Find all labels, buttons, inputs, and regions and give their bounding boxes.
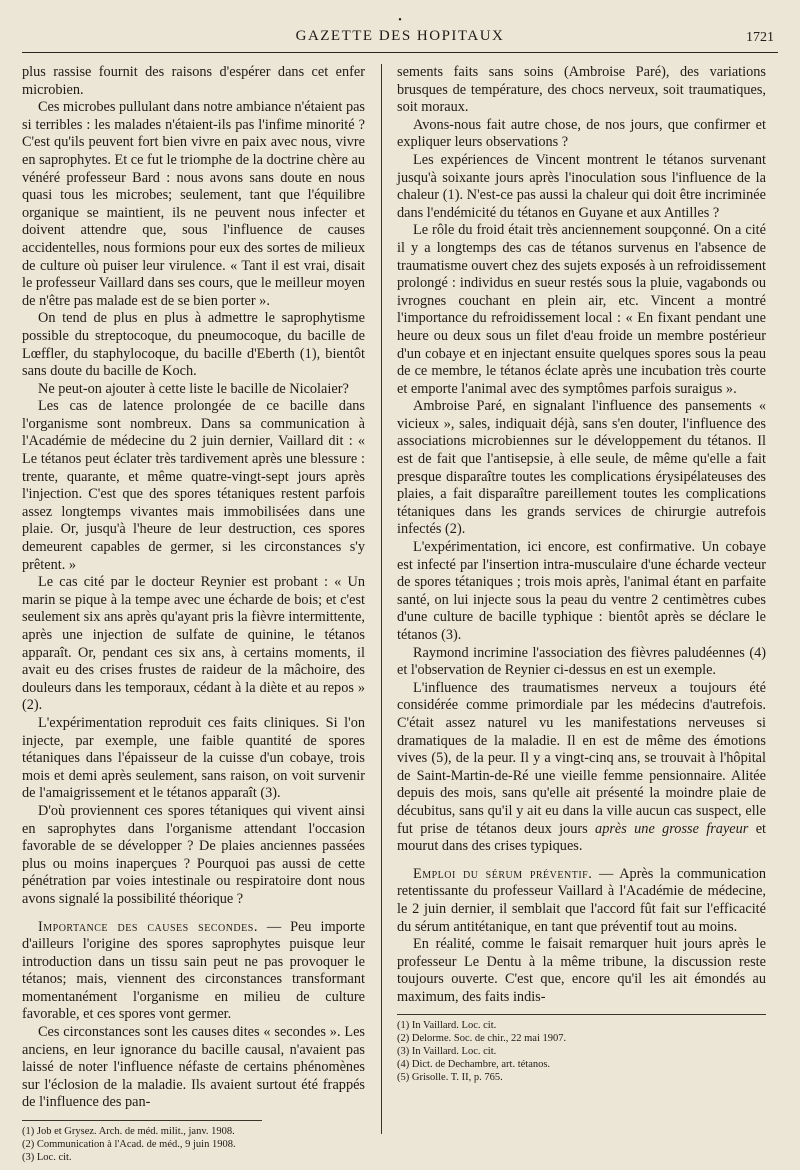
- paragraph: Ne peut-on ajouter à cette liste le bacille de Nicolaier?: [38, 380, 349, 397]
- footnote: (2) Communication à l'Acad. de méd., 9 juin 1908.: [22, 1139, 236, 1151]
- paragraph: D'où proviennent ces spores tétaniques qui vivent ainsi en saprophytes dans l'organisme attendant l'occasion favorable de se développer ? De plaies anciennes passées plus ou moins inaperçues ? Pourquoi pas aussi de cette pénétration par voies intestinale ou respiratoire dont nous avons signalé la possibilité théorique ?: [22, 802, 365, 907]
- emphasis-text: après une grosse frayeur: [595, 820, 749, 837]
- paragraph: L'expérimentation, ici encore, est confirmative. Un cobaye est infecté par l'insertion intra-musculaire d'une écharde vecteur de spores tétaniques ; trois mois après, l'animal étant en parfaite santé, on lui injecte sous la peau du ventre 2 centimètres cubes d'une culture de bacille typhique : bientôt après se déclare le tétanos (3).: [397, 539, 766, 643]
- section-text: — Peu importe d'ailleurs l'origine des spores saprophytes puisque leur introduction dans un tissu sain peut ne pas provoquer le tétanos; mais, viennent des circonstances transformant momentanément l'organisme en milieu de culture favorable, et ces spores vont germer.: [22, 918, 366, 1023]
- section-paragraph: [397, 866, 766, 936]
- paragraph: Le rôle du froid était très anciennement soupçonné. On a cité il y a longtemps des cas de tétanos survenus en l'absence de traumatisme ouvert chez des sujets exposés à un refroidissement prolongé : individus en sueur restés sous la pluie, vagabonds ou ivrognes couchant en plein air, etc. Vincent a montré l'importance du refroidissement local : « En fixant pendant une heure ou deux sous un filet d'eau froide un membre postérieur d'un cobaye et en injectant ensuite quelques spores sous la peau de ce membre, le tétanos éclate après une incubation très courte et emporte l'animal avec des symptômes parfois suraigus ».: [397, 222, 766, 397]
- paragraph: Les expériences de Vincent montrent le tétanos survenant jusqu'à soixante jours après l'inoculation sous l'influence de la chaleur (1). N'est-ce pas aussi la chaleur qui doit être incriminée dans l'endémicité du tétanos en Guyane et aux Antilles ?: [397, 151, 766, 221]
- footnote: (2) Delorme. Soc. de chir., 22 mai 1907.: [397, 1033, 567, 1045]
- paragraph-text: et mourut dans des crises typiques.: [397, 820, 767, 855]
- paragraph: sements faits sans soins (Ambroise Paré), des variations brusques de température, des chocs nerveux, soit traumatiques, soit moraux.: [397, 64, 766, 116]
- header-rule: [22, 52, 778, 53]
- paragraph: Raymond incrimine l'association des fièvres paludéennes (4) et l'observation de Reynier ci-dessus en est un exemple.: [397, 644, 766, 679]
- right-column: [397, 64, 766, 1084]
- journal-title: GAZETTE DES HOPITAUX: [295, 28, 505, 44]
- paragraph: Avons-nous fait autre chose, de nos jours, que confirmer et expliquer leurs observations ?: [397, 116, 766, 151]
- section-text: — Après la communication retentissante du professeur Vaillard à l'Académie de médecine, le 2 juin dernier, il semblait que l'accord fût fait sur l'efficacité du sérum antitétanique, en tant que préventif tout au moins.: [397, 865, 766, 935]
- paragraph: Ambroise Paré, en signalant l'influence des pansements « vicieux », sales, indiquait déjà, sans s'en douter, l'influence des associations microbiennes sur le développement du tétanos. Il est de fait que l'antisepsie, à elle seule, de même qu'elle a fait presque disparaître toutes les complications érysipélateuses des plaies, a fait disparaître pareillement toutes les complications tétaniques dans les grands services de chirurgie autrefois infectés (2).: [397, 398, 766, 538]
- section-heading: Emploi du sérum préventif.: [413, 865, 593, 882]
- footnote: (3) In Vaillard. Loc. cit.: [397, 1046, 497, 1058]
- paragraph: plus rassise fournit des raisons d'espérer dans cet enfer microbien.: [22, 64, 365, 98]
- page-header: [22, 16, 778, 56]
- page-number: 1721: [746, 30, 774, 45]
- paragraph: [397, 680, 766, 856]
- paragraph: Le cas cité par le docteur Reynier est probant : « Un marin se pique à la tempe avec une écharde de bois; et c'est seulement six ans après qu'ayant pris la fièvre intermittente, après une injection de sulfate de quinine, le tétanos apparaît. Or, pendant ces six ans, à certains moments, il avait eu des crises frustes de raideur de la mâchoire, des douleurs dans les temporaux, cédant à la diète et au repos » (2).: [22, 574, 365, 714]
- paragraph: Ces microbes pullulant dans notre ambiance n'étaient pas si terribles : les malades n'étaient-ils pas l'infime minorité ? C'est qu'ils peuvent fort bien vivre en paix avec nous, vivre en saprophytes. Et ce fut le triomphe de la doctrine chère au vénéré professeur Bard : nous avons sans doute en nous quasi tous les microbes; seulement, tant que l'équilibre organique se maintient, ils ne peuvent nous infecter et doivent attendre que, sous l'influence de causes accidentelles, nous formions pour eux des sortes de milieux de culture où puiser leur virulence. « Tant il est vrai, disait le professeur Vaillard dans ses cours, que le meilleur moyen de n'être pas malade est de se bien porter ».: [22, 99, 365, 309]
- paragraph: Ces circonstances sont les causes dites « secondes ». Les anciens, en leur ignorance du bacille causal, n'avaient pas laissé de noter l'influence néfaste de certains phénomènes sur l'éclosion de la maladie. Ils avaient surtout été frappés de l'influence des pan-: [22, 1024, 365, 1111]
- paragraph: L'expérimentation reproduit ces faits cliniques. Si l'on injecte, par exemple, une faible quantité de spores tétaniques dans l'épaisseur de la cuisse d'un cobaye, trois mois et demi après seulement, sans raison, on voit survenir de l'amaigrissement et le tétanos apparaît (3).: [22, 714, 365, 802]
- section-heading: Importance des causes secondes.: [38, 918, 258, 935]
- footnote: (1) Job et Grysez. Arch. de méd. milit., janv. 1908.: [22, 1126, 235, 1138]
- section-paragraph: [22, 919, 365, 1025]
- footnote: (4) Dict. de Dechambre, art. tétanos.: [397, 1059, 551, 1071]
- paragraph: On tend de plus en plus à admettre le saprophytisme possible du streptocoque, du pneumocoque, du bacille de Lœffler, du staphylocoque, du bacille d'Eberth (1), bientôt sans doute du bacille de Koch.: [22, 310, 365, 380]
- paragraph: Les cas de latence prolongée de ce bacille dans l'organisme sont nombreux. Dans sa communication à l'Académie de médecine du 2 juin dernier, Vaillard dit : « Le tétanos peut éclater très tardivement après une blessure : trente, quarante, et même quatre-vingt-sept jours après l'injection. C'est que des spores tétaniques restent parfois assez longtemps vivantes mais immobilisées dans une plaie. Or, jusqu'à l'heure de leur destruction, ces spores demeurent capables de germer, si les circonstances s'y prêtent. »: [22, 398, 365, 573]
- footnote: (1) In Vaillard. Loc. cit.: [397, 1020, 497, 1032]
- header-mark: •: [398, 15, 402, 26]
- footnote: (5) Grisolle. T. II, p. 765.: [397, 1072, 503, 1084]
- footnote: (3) Loc. cit.: [22, 1152, 72, 1164]
- left-column: [22, 64, 365, 1164]
- footnote-rule: [22, 1120, 262, 1121]
- paragraph-text: L'influence des traumatismes nerveux a toujours été considérée comme primordiale par les médecins d'autrefois. C'était assez naturel vu les manifestations nerveuses si dramatiques de la maladie. Il en est de même des émotions vives (5), de la peur. Il y a vingt-cinq ans, se trouvait à l'hôpital de Saint-Martin-de-Ré une vieille femme pensionnaire. Alitée depuis des mois, sans qu'elle ait présenté la moindre plaie de décubitus, sans qu'il y ait eu dans la ville aucun cas suspect, elle fut prise de tétanos deux jours: [397, 679, 766, 837]
- paragraph: En réalité, comme le faisait remarquer huit jours après le professeur Le Dentu à la même tribune, la discussion reste toujours ouverte. C'est que, encore qu'il les ait émondés au maximum, des faits indis-: [397, 936, 766, 1005]
- column-divider: [381, 64, 382, 1134]
- footnote-rule: [397, 1014, 766, 1015]
